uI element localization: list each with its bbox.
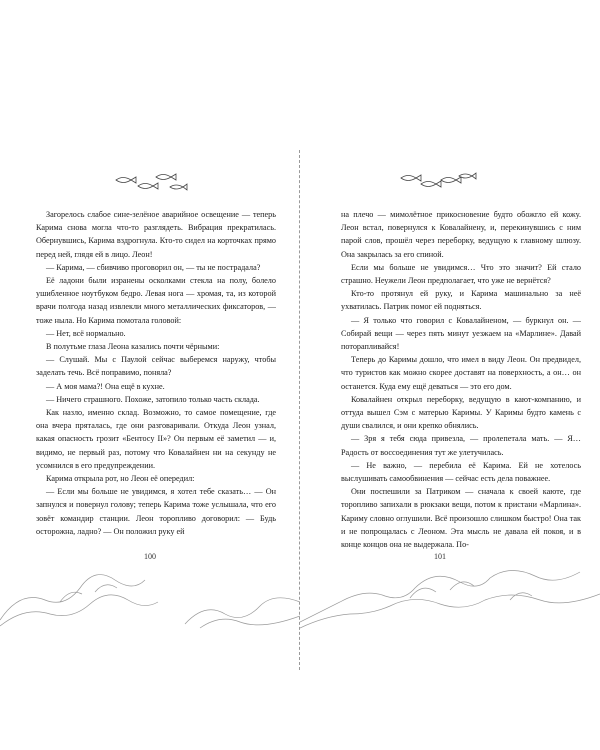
paragraph: Если мы больше не увидимся… Что это значит? Ей стало страшно. Неужели Леон предполагает, что уже не вернётся? bbox=[341, 262, 581, 286]
paragraph: Карима открыла рот, но Леон её опередил: bbox=[46, 474, 195, 484]
paragraph: В полутьме глаза Леона казались почти чёрными: bbox=[46, 342, 220, 352]
paragraph: Её ладони были изранены осколками стекла на полу, болело ушибленное ноутбуком бедро. Левая нога — хромая, та, из которой врачи полгода назад извлекли много металлических фиксаторов, — тоже ныла. Но Карима помотала головой: bbox=[36, 276, 276, 325]
page-number: 100 bbox=[144, 552, 156, 561]
fish-school-icon bbox=[110, 168, 200, 194]
right-page bbox=[300, 0, 600, 750]
paragraph: — Если мы больше не увидимся, я хотел тебе сказать… — Он запнулся и повернул голову; теперь Карима тоже услышала, что его зовёт командир станции. Леон торопливо договорил: — Будь осторожна, ладно? — Он положил руку ей bbox=[36, 487, 276, 536]
paragraph: Ковалайнен открыл переборку, ведущую в кают-компанию, и оттуда вышел Сэм с матерью Каримы. У Каримы будто камень с души свалился, и они крепко обнялись. bbox=[341, 394, 581, 431]
paragraph: Загорелось слабое сине-зелёное аварийное освещение — теперь Карима снова могла что-то разглядеть. Вибрация прекратилась. Обернувшись, Карима вздрогнула. Кто-то сидел на корточках прямо перед ней, глядя ей в лицо. Леон! bbox=[36, 210, 276, 259]
paragraph: на плечо — мимолётное прикосновение будто обожгло ей кожу. Леон встал, повернулся к Ковалайнену, и, перекинувшись с ним парой слов, прошёл через переборку, ведущую к главному шлюзу. Она закрылась за его спиной. bbox=[341, 210, 581, 259]
paragraph: — Ничего страшного. Похоже, затопило только часть склада. bbox=[46, 394, 260, 404]
paragraph: Кто-то протянул ей руку, и Карима машинально за неё ухватилась. Патрик помог ей подняться. bbox=[341, 289, 581, 312]
paragraph: — Не важно, — перебила её Карима. Ей не хотелось выслушивать самообвинения — сейчас есть дела поважнее. bbox=[341, 460, 581, 484]
paragraph: — А моя мама?! Она ещё в кухне. bbox=[46, 381, 165, 391]
paragraph: Теперь до Каримы дошло, что имел в виду Леон. Он предвидел, что туристов как можно скорее доставят на поверхность, а он… он останется. Куда ему ещё деваться — это его дом. bbox=[341, 355, 581, 391]
right-page-text bbox=[341, 208, 581, 551]
paragraph: — Зря я тебя сюда привезла, — пролепетала мать. — Я… Радость от воссоединения тут же улетучилась. bbox=[341, 434, 581, 457]
paragraph: — Карима, — сбивчиво проговорил он, — ты не пострадала? bbox=[46, 262, 261, 272]
paragraph: Как назло, именно склад. Возможно, то самое помещение, где она вчера пряталась, где они разговаривали. Откуда Леон узнал, какая опасность грозит «Бентосу II»? Он первым её заметил — и, видимо, не первый раз, потому что Ковалайнен ни на секунду не усомнился в его предупреждении. bbox=[36, 408, 276, 470]
paragraph: Они поспешили за Патриком — сначала к своей каюте, где торопливо запихали в рюкзаки вещи, потом к пристани «Марлина». Кариму словно оглушили. Всё произошло слишком быстро! Она так и не попрощалась с Леоном. Эта мысль не давала ей покоя, и в конце концов она не выдержала. По- bbox=[341, 487, 581, 550]
page-number: 101 bbox=[434, 552, 446, 561]
left-page-text bbox=[36, 208, 276, 538]
fish-school-icon bbox=[395, 168, 485, 194]
paragraph: — Слушай. Мы с Паулой сейчас выберемся наружу, чтобы заделать течь. Всё поправимо, поняла? bbox=[36, 355, 276, 378]
paragraph: — Нет, всё нормально. bbox=[46, 328, 126, 338]
paragraph: — Я только что говорил с Ковалайненом, — буркнул он. — Собирай вещи — через пять минут уезжаем на «Марлине». Давай поторапливайся! bbox=[341, 315, 581, 352]
